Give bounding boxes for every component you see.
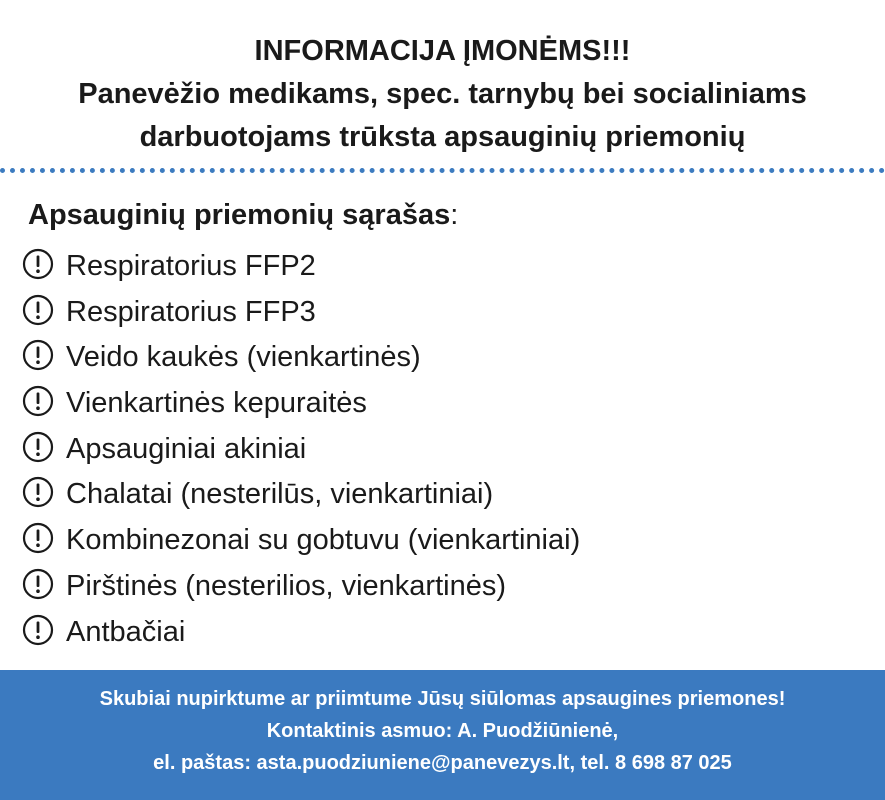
exclamation-circle-icon (22, 614, 54, 646)
exclamation-circle-icon (22, 476, 54, 508)
exclamation-circle-icon (22, 385, 54, 417)
exclamation-circle-icon (22, 339, 54, 371)
poster-header (0, 30, 885, 159)
contact-footer (0, 670, 885, 800)
footer-call-to-action: Skubiai nupirktume ar priimtume Jūsų siūlomas apsaugines priemones! (99, 688, 786, 710)
exclamation-circle-icon (22, 431, 54, 463)
list-item-label: Veido kaukės (vienkartinės) (66, 341, 421, 374)
header-subtitle-line1: Panevėžio medikams, spec. tarnybų bei socialiniams (78, 78, 807, 110)
exclamation-circle-icon (22, 568, 54, 600)
exclamation-circle-icon (22, 248, 54, 280)
list-item-label: Vienkartinės kepuraitės (66, 387, 367, 420)
list-title-text: Apsauginių priemonių sąrašas (28, 199, 451, 231)
footer-contact-person: Kontaktinis asmuo: A. Puodžiūnienė, (266, 720, 619, 742)
list-item-label: Respiratorius FFP2 (66, 250, 316, 282)
list-item-label: Antbačiai (66, 615, 186, 648)
list-item-label: Apsauginiai akiniai (66, 432, 307, 465)
list-item-label: Pirštinės (nesterilios, vienkartinės) (66, 569, 506, 602)
exclamation-circle-icon (22, 294, 54, 326)
header-title: INFORMACIJA ĮMONĖMS!!! (254, 35, 631, 67)
list-title (28, 195, 458, 235)
footer-contact-details: el. paštas: asta.puodziuniene@panevezys.lt, tel. 8 698 87 025 (153, 752, 732, 774)
header-subtitle-line2: darbuotojams trūksta apsauginių priemonių (139, 121, 746, 153)
list-item-label: Respiratorius FFP3 (66, 295, 316, 328)
exclamation-circle-icon (22, 522, 54, 554)
list-item-label: Chalatai (nesterilūs, vienkartiniai) (66, 478, 494, 511)
list-title-colon: : (450, 199, 459, 231)
list-item-label: Kombinezonai su gobtuvu (vienkartiniai) (66, 524, 581, 557)
dotted-divider (0, 168, 885, 173)
